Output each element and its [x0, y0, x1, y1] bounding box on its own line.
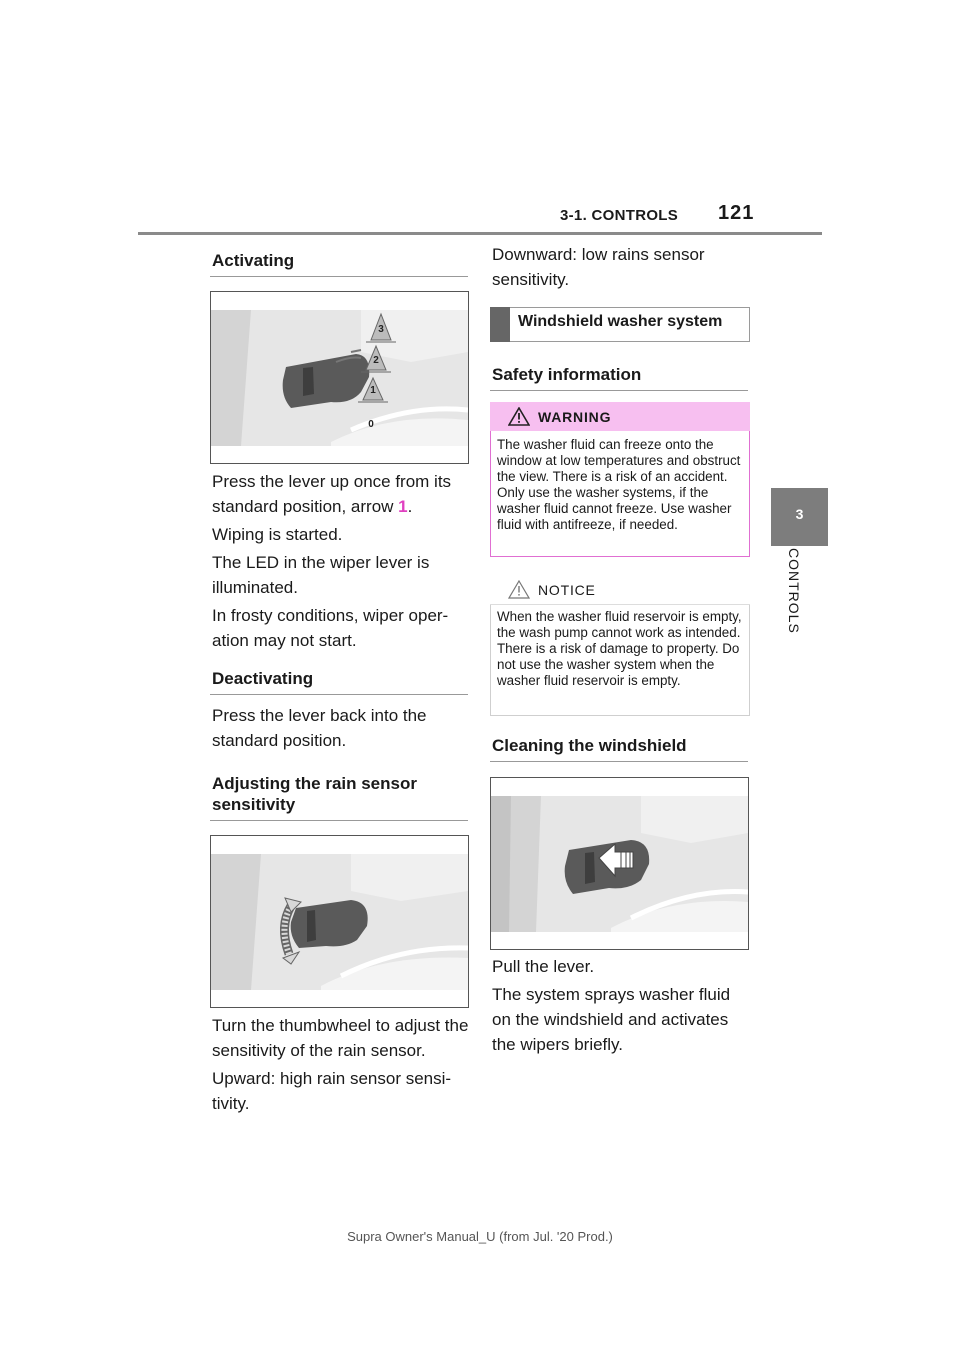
wiper-lever-pull-illustration — [491, 778, 748, 949]
heading-rain-sensor: Adjusting the rain sensor sensitivity — [212, 774, 417, 814]
activating-para-1 — [212, 469, 470, 519]
heading-cleaning-windshield: Cleaning the windshield — [492, 736, 687, 755]
heading-rule — [490, 390, 748, 391]
warning-triangle-icon — [508, 407, 530, 426]
position-mark-2: 2 — [373, 355, 379, 366]
heading-rule — [210, 694, 468, 695]
figure-rain-sensor — [210, 835, 469, 1008]
cleaning-para-2: The system sprays washer fluid on the windshield and activates the wipers briefly. — [492, 985, 731, 1054]
chapter-name: CONTROLS — [786, 548, 802, 634]
heading-deactivating: Deactivating — [212, 669, 314, 688]
header-rule — [138, 232, 822, 235]
heading-windshield-washer: Windshield washer system — [518, 313, 723, 330]
warning-header — [490, 402, 750, 431]
deactivating-para-1: Press the lever back into the standard position. — [212, 706, 427, 750]
rain-sensor-para-1: Turn the thumbwheel to adjust the sensitivity of the rain sensor. — [212, 1016, 469, 1060]
activating-para-2: Wiping is started. — [212, 525, 343, 544]
heading-activating: Activating — [212, 251, 295, 270]
position-mark-3: 3 — [378, 324, 384, 335]
warning-title: WARNING — [538, 409, 612, 425]
arrow-marker: 1 — [398, 497, 408, 516]
heading-rule — [490, 761, 748, 762]
warning-text: The washer fluid can freeze onto the window at low temperatures and obstruct the view. There is a risk of an accident. Only use the washer systems, if the washer fluid cannot freeze. Use washer fluid with antifreeze, if needed. — [497, 437, 741, 532]
sensitivity-continuation: Downward: low rains sensor sensitivity. — [492, 245, 705, 289]
position-mark-0: 0 — [368, 419, 374, 430]
wiper-lever-up-illustration — [211, 292, 468, 463]
figure-activating — [210, 291, 469, 464]
page-number: 121 — [718, 202, 755, 224]
footer-manual-title: Supra Owner's Manual_U (from Jul. '20 Prod.) — [347, 1229, 613, 1244]
rain-sensor-para-2: Upward: high rain sensor sensi-tivity. — [212, 1069, 452, 1113]
heading-rule — [210, 820, 468, 821]
notice-text: When the washer fluid reservoir is empty, the wash pump cannot work as intended. There is a risk of damage to property. Do not use the washer system when the washer fluid reservoir is empty. — [497, 609, 742, 688]
activating-para-3: The LED in the wiper lever is illuminated. — [212, 553, 430, 597]
activating-period: . — [407, 497, 413, 516]
notice-header — [490, 575, 750, 605]
section-title: 3-1. CONTROLS — [560, 207, 679, 224]
figure-cleaning — [490, 777, 749, 950]
cleaning-para-1: Pull the lever. — [492, 957, 595, 976]
activating-text: Press the lever up once from its standard position, arrow — [212, 472, 452, 516]
heading-safety-information: Safety information — [492, 365, 642, 384]
caution-triangle-icon — [508, 580, 530, 599]
section-heading-bar — [490, 307, 510, 342]
heading-rule — [210, 276, 468, 277]
notice-title: NOTICE — [538, 582, 596, 598]
position-mark-1: 1 — [370, 385, 376, 396]
thumbwheel-illustration — [211, 836, 468, 1007]
chapter-number: 3 — [795, 506, 804, 522]
activating-para-4: In frosty conditions, wiper oper-ation may not start. — [212, 606, 449, 650]
